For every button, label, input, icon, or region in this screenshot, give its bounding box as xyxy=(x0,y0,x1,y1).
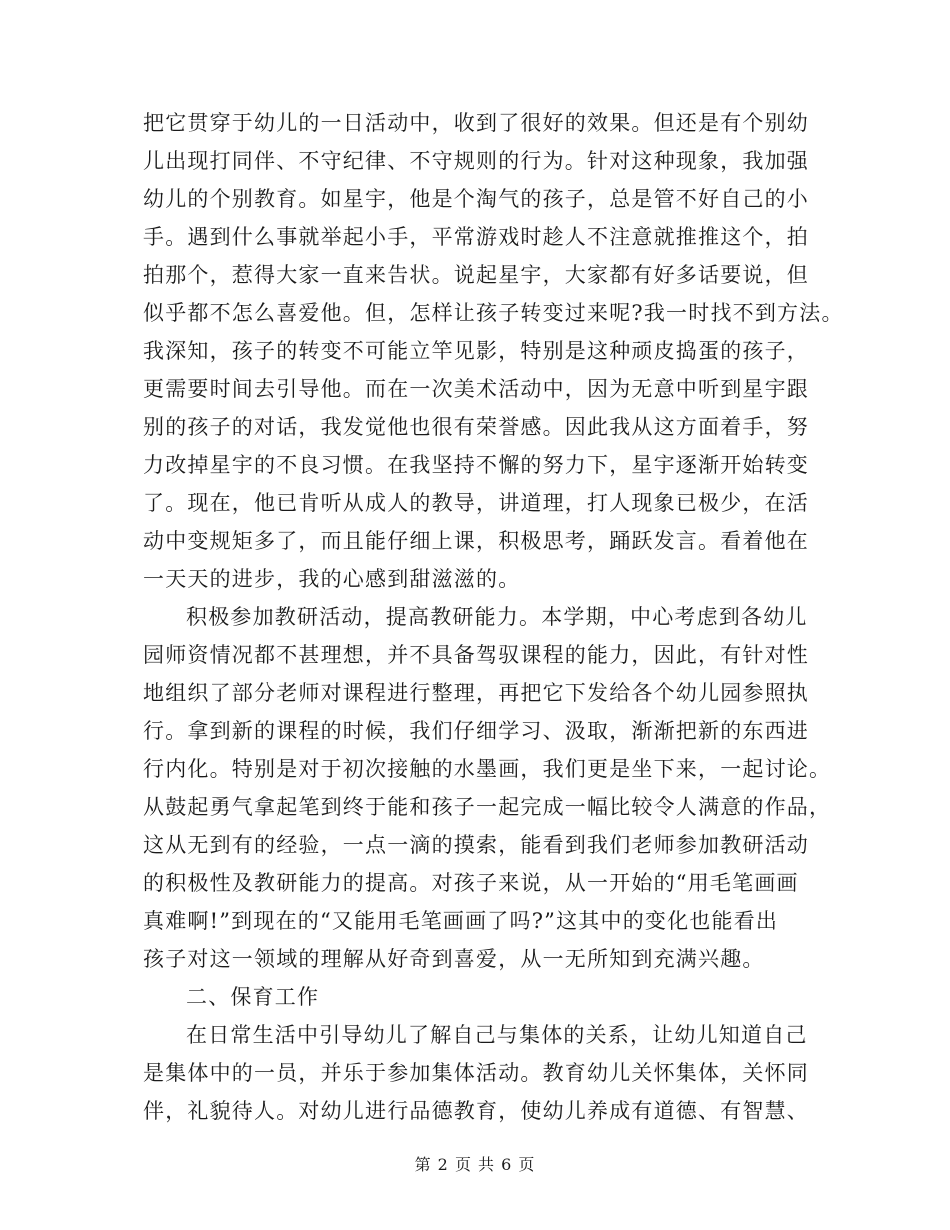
text-line: 是集体中的一员，并乐于参加集体活动。教育幼儿关怀集体，关怀同 xyxy=(143,1061,809,1085)
text-line: 我深知，孩子的转变不可能立竿见影，特别是这种顽皮捣蛋的孩子， xyxy=(143,339,809,363)
text-line: 一天天的进步，我的心感到甜滋滋的。 xyxy=(143,567,521,591)
text-line: 伴，礼貌待人。对幼儿进行品德教育，使幼儿养成有道德、有智慧、 xyxy=(143,1099,809,1123)
text-line: 把它贯穿于幼儿的一日活动中，收到了很好的效果。但还是有个别幼 xyxy=(143,111,809,135)
text-line: 拍那个，惹得大家一直来告状。说起星宇，大家都有好多话要说，但 xyxy=(143,263,809,287)
section-heading: 二、保育工作 xyxy=(186,985,320,1009)
text-line: 孩子对这一领域的理解从好奇到喜爱，从一无所知到充满兴趣。 xyxy=(143,947,765,971)
text-line: 别的孩子的对话，我发觉他也很有荣誉感。因此我从这方面着手，努 xyxy=(143,415,809,439)
text-line: 儿出现打同伴、不守纪律、不守规则的行为。针对这种现象，我加强 xyxy=(143,149,809,173)
text-line: 似乎都不怎么喜爱他。但，怎样让孩子转变过来呢?我一时找不到方法。 xyxy=(143,301,844,325)
text-line: 幼儿的个别教育。如星宇，他是个淘气的孩子，总是管不好自己的小 xyxy=(143,187,809,211)
text-line: 手。遇到什么事就举起小手，平常游戏时趁人不注意就推推这个，拍 xyxy=(143,225,809,249)
page-number-footer: 第 2 页 共 6 页 xyxy=(414,1155,536,1174)
text-line: 这从无到有的经验，一点一滴的摸索，能看到我们老师参加教研活动 xyxy=(143,833,809,857)
text-line: 地组织了部分老师对课程进行整理，再把它下发给各个幼儿园参照执 xyxy=(143,681,809,705)
text-line: 动中变规矩多了，而且能仔细上课，积极思考，踊跃发言。看着他在 xyxy=(143,529,809,553)
paragraph-first-line: 积极参加教研活动，提高教研能力。本学期，中心考虑到各幼儿 xyxy=(186,605,808,629)
text-line: 行内化。特别是对于初次接触的水墨画，我们更是坐下来，一起讨论。 xyxy=(143,757,832,781)
text-line: 园师资情况都不甚理想，并不具备驾驭课程的能力，因此，有针对性 xyxy=(143,643,809,667)
text-line: 力改掉星宇的不良习惯。在我坚持不懈的努力下，星宇逐渐开始转变 xyxy=(143,453,809,477)
paragraph-first-line: 在日常生活中引导幼儿了解自己与集体的关系，让幼儿知道自己 xyxy=(186,1023,808,1047)
text-line: 从鼓起勇气拿起笔到终于能和孩子一起完成一幅比较令人满意的作品， xyxy=(143,795,832,819)
text-line: 的积极性及教研能力的提高。对孩子来说，从一开始的“用毛笔画画 xyxy=(143,871,799,895)
text-line: 行。拿到新的课程的时候，我们仔细学习、汲取，渐渐把新的东西进 xyxy=(143,719,809,743)
text-line: 真难啊!”到现在的“又能用毛笔画画了吗?”这其中的变化也能看出 xyxy=(143,909,779,933)
text-line: 了。现在，他已肯听从成人的教导，讲道理，打人现象已极少，在活 xyxy=(143,491,809,515)
text-line: 更需要时间去引导他。而在一次美术活动中，因为无意中听到星宇跟 xyxy=(143,377,809,401)
